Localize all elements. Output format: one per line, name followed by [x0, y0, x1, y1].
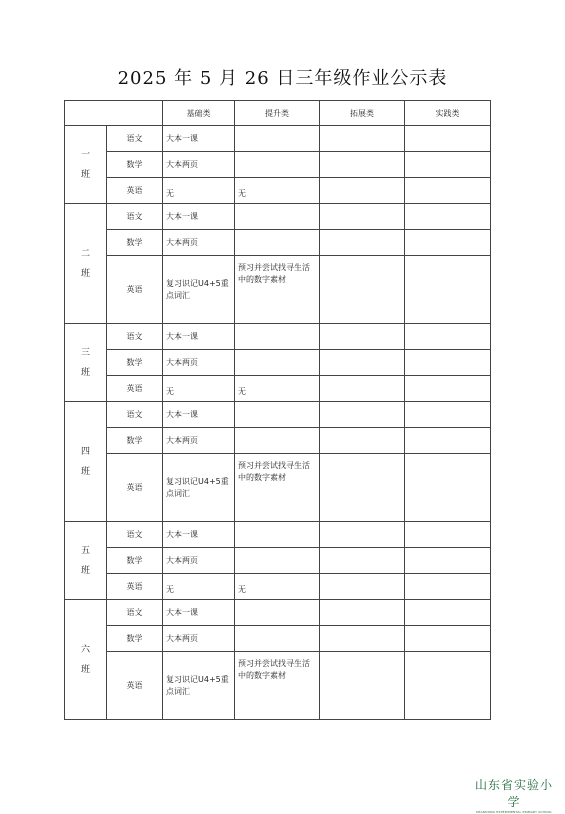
expand-cell [320, 428, 405, 454]
expand-cell [320, 204, 405, 230]
practice-cell [405, 230, 491, 256]
basic-cell: 复习识记U4+5重点词汇 [163, 454, 235, 522]
improve-cell: 无 [235, 574, 320, 600]
improve-cell [235, 402, 320, 428]
subject-cell: 数学 [107, 152, 163, 178]
class-name: 三 班 [65, 324, 107, 402]
expand-cell [320, 376, 405, 402]
table-row [65, 350, 491, 376]
subject-cell: 数学 [107, 350, 163, 376]
practice-cell [405, 600, 491, 626]
expand-cell [320, 652, 405, 720]
practice-cell [405, 324, 491, 350]
table-row [65, 626, 491, 652]
subject-cell: 数学 [107, 230, 163, 256]
header-expand: 拓展类 [320, 101, 405, 126]
subject-cell: 语文 [107, 402, 163, 428]
subject-cell: 英语 [107, 652, 163, 720]
subject-cell: 语文 [107, 204, 163, 230]
expand-cell [320, 522, 405, 548]
subject-cell: 语文 [107, 324, 163, 350]
expand-cell [320, 230, 405, 256]
basic-cell: 大本两页 [163, 152, 235, 178]
improve-cell [235, 204, 320, 230]
practice-cell [405, 522, 491, 548]
subject-cell: 数学 [107, 428, 163, 454]
improve-cell [235, 600, 320, 626]
subject-cell: 数学 [107, 626, 163, 652]
practice-cell [405, 178, 491, 204]
header-practice: 实践类 [405, 101, 491, 126]
basic-cell: 大本一课 [163, 204, 235, 230]
practice-cell [405, 350, 491, 376]
table-row [65, 574, 491, 600]
improve-cell [235, 230, 320, 256]
improve-cell: 预习并尝试找寻生活中的数字素材 [235, 454, 320, 522]
basic-cell: 大本两页 [163, 350, 235, 376]
page-title: 2025 年 5 月 26 日三年级作业公示表 [117, 68, 448, 89]
practice-cell [405, 256, 491, 324]
class-name: 六 班 [65, 600, 107, 720]
table-row [65, 600, 491, 626]
class-name: 四 班 [65, 402, 107, 522]
improve-cell [235, 548, 320, 574]
subject-cell: 数学 [107, 548, 163, 574]
subject-cell: 语文 [107, 522, 163, 548]
expand-cell [320, 178, 405, 204]
header-row [65, 101, 491, 126]
school-logo-name: 山东省实验小学 [474, 778, 553, 809]
table-row [65, 152, 491, 178]
basic-cell: 大本两页 [163, 548, 235, 574]
basic-cell: 大本一课 [163, 402, 235, 428]
improve-cell [235, 428, 320, 454]
basic-cell: 大本一课 [163, 324, 235, 350]
improve-cell: 无 [235, 178, 320, 204]
school-logo-name-en: SHANDONG EXPERIMENTAL PRIMARY SCHOOL [475, 810, 553, 814]
table-row [65, 652, 491, 720]
improve-cell [235, 126, 320, 152]
subject-cell: 英语 [107, 376, 163, 402]
table-row [65, 126, 491, 152]
expand-cell [320, 256, 405, 324]
table-row [65, 376, 491, 402]
expand-cell [320, 626, 405, 652]
subject-cell: 英语 [107, 178, 163, 204]
class-name: 二 班 [65, 204, 107, 324]
header-basic: 基础类 [163, 101, 235, 126]
school-logo [470, 776, 558, 814]
practice-cell [405, 626, 491, 652]
improve-cell [235, 350, 320, 376]
subject-cell: 语文 [107, 126, 163, 152]
table-row [65, 204, 491, 230]
basic-cell: 复习识记U4+5重点词汇 [163, 256, 235, 324]
subject-cell: 语文 [107, 600, 163, 626]
homework-table [64, 100, 491, 720]
expand-cell [320, 454, 405, 522]
practice-cell [405, 376, 491, 402]
basic-cell: 大本一课 [163, 126, 235, 152]
basic-cell: 大本一课 [163, 600, 235, 626]
practice-cell [405, 548, 491, 574]
practice-cell [405, 428, 491, 454]
subject-cell: 英语 [107, 574, 163, 600]
class-name: 五 班 [65, 522, 107, 600]
practice-cell [405, 652, 491, 720]
table-row [65, 548, 491, 574]
practice-cell [405, 126, 491, 152]
table-row [65, 178, 491, 204]
expand-cell [320, 402, 405, 428]
improve-cell [235, 324, 320, 350]
basic-cell: 无 [163, 178, 235, 204]
basic-cell: 大本两页 [163, 230, 235, 256]
practice-cell [405, 152, 491, 178]
table-row [65, 454, 491, 522]
expand-cell [320, 600, 405, 626]
practice-cell [405, 204, 491, 230]
header-improve: 提升类 [235, 101, 320, 126]
improve-cell: 无 [235, 376, 320, 402]
expand-cell [320, 548, 405, 574]
expand-cell [320, 574, 405, 600]
basic-cell: 复习识记U4+5重点词汇 [163, 652, 235, 720]
practice-cell [405, 454, 491, 522]
subject-cell: 英语 [107, 454, 163, 522]
improve-cell: 预习并尝试找寻生活中的数字素材 [235, 652, 320, 720]
basic-cell: 无 [163, 376, 235, 402]
expand-cell [320, 350, 405, 376]
improve-cell [235, 152, 320, 178]
header-blank [65, 101, 163, 126]
improve-cell [235, 626, 320, 652]
improve-cell: 预习并尝试找寻生活中的数字素材 [235, 256, 320, 324]
improve-cell [235, 522, 320, 548]
expand-cell [320, 152, 405, 178]
expand-cell [320, 126, 405, 152]
basic-cell: 大本两页 [163, 428, 235, 454]
expand-cell [320, 324, 405, 350]
basic-cell: 大本一课 [163, 522, 235, 548]
practice-cell [405, 574, 491, 600]
practice-cell [405, 402, 491, 428]
table-row [65, 230, 491, 256]
table-row [65, 428, 491, 454]
subject-cell: 英语 [107, 256, 163, 324]
table-row [65, 522, 491, 548]
table-row [65, 324, 491, 350]
table-row [65, 402, 491, 428]
basic-cell: 无 [163, 574, 235, 600]
table-row [65, 256, 491, 324]
class-name: 一 班 [65, 126, 107, 204]
basic-cell: 大本两页 [163, 626, 235, 652]
